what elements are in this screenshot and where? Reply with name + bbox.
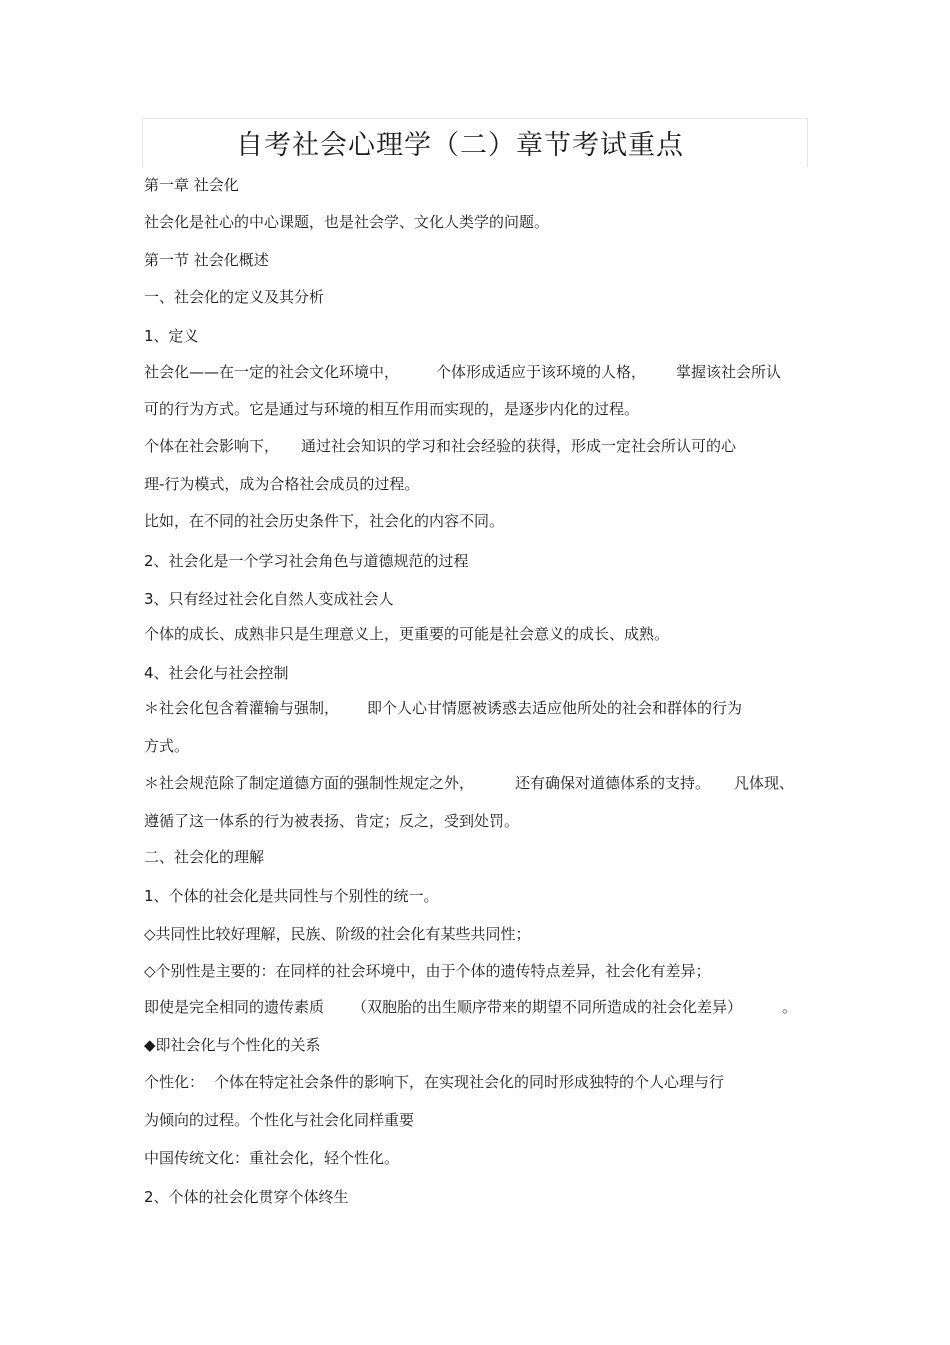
- chinese-culture-line: 中国传统文化：重社会化，轻个性化。: [144, 1149, 400, 1167]
- definition-line-1-part-b: 个体形成适应于该环境的人格，: [436, 363, 647, 381]
- individual-line-1-part-b: 通过社会知识的学习和社会经验的获得，形成一定社会所认可的心: [301, 437, 737, 455]
- item-social-control: 4、社会化与社会控制: [144, 664, 289, 682]
- individualization-line-2: 为倾向的过程。个性化与社会化同样重要: [144, 1111, 415, 1129]
- part2-heading: 二、社会化的理解: [144, 848, 265, 866]
- individualization-label: 个性化：: [144, 1073, 205, 1091]
- star-point-2-line-1: [144, 773, 794, 793]
- item-natural-to-social: 3、只有经过社会化自然人变成社会人: [144, 590, 394, 608]
- star-point-2-part-b: 还有确保对道德体系的支持。: [515, 774, 711, 792]
- individual-line-1-part-a: 个体在社会影响下，: [144, 437, 280, 455]
- commonality-point: ◇共同性比较好理解，民族、阶级的社会化有某些共同性；: [144, 925, 531, 943]
- item-definition: 1、定义: [144, 327, 199, 345]
- star-point-1-line-1: [144, 698, 742, 718]
- individuality-point: ◇个别性是主要的：在同样的社会环境中，由于个体的遗传特点差异，社会化有差异；: [144, 962, 711, 980]
- star-point-2-part-a: ＊社会规范除了制定道德方面的强制性规定之外，: [144, 774, 475, 792]
- star-point-1-part-a: ＊社会化包含着灌输与强制，: [144, 699, 340, 717]
- understanding-1: 1、个体的社会化是共同性与个别性的统一。: [144, 887, 439, 905]
- definition-line-1-part-a: 社会化——在一定的社会文化环境中，: [144, 363, 400, 381]
- chapter-intro: 社会化是社心的中心课题，也是社会学、文化人类学的问题。: [144, 213, 550, 231]
- example-line: 比如，在不同的社会历史条件下，社会化的内容不同。: [144, 512, 505, 530]
- document-title: 自考社会心理学（二）章节考试重点: [236, 130, 684, 161]
- star-point-1-part-b: 即个人心甘情愿被诱惑去适应他所处的社会和群体的行为: [367, 699, 743, 717]
- chapter-heading: 第一章 社会化: [144, 176, 239, 194]
- twins-part-b: （双胞胎的出生顺序带来的期望不同所造成的社会化差异）: [352, 998, 743, 1016]
- growth-line: 个体的成长、成熟非只是生理意义上，更重要的可能是社会意义的成长、成熟。: [144, 625, 670, 643]
- understanding-2: 2、个体的社会化贯穿个体终生: [144, 1188, 349, 1206]
- definition-line-2: 可的行为方式。它是通过与环境的相互作用而实现的，是逐步内化的过程。: [144, 400, 640, 418]
- twins-line: [144, 997, 797, 1017]
- individual-line-1: [144, 436, 736, 456]
- individualization-line-1: [144, 1072, 724, 1092]
- individualization-definition: 个体在特定社会条件的影响下，在实现社会化的同时形成独特的个人心理与行: [214, 1073, 725, 1091]
- definition-line-1-part-c: 掌握该社会所认: [676, 363, 782, 381]
- twins-part-a: 即使是完全相同的遗传素质: [144, 998, 325, 1016]
- relation-heading: ◆即社会化与个性化的关系: [144, 1036, 321, 1054]
- individual-line-2: 理-行为模式，成为合格社会成员的过程。: [144, 475, 420, 493]
- item-roles: 2、社会化是一个学习社会角色与道德规范的过程: [144, 552, 469, 570]
- definition-line-1: [144, 362, 781, 382]
- star-point-2-line-2: 遵循了这一体系的行为被表扬、肯定；反之，受到处罚。: [144, 812, 520, 830]
- star-point-1-line-2: 方式。: [144, 737, 190, 755]
- star-point-2-part-c: 凡体现、: [734, 774, 795, 792]
- section-heading: 第一节 社会化概述: [144, 251, 269, 269]
- twins-part-c: 。: [782, 998, 798, 1016]
- part1-heading: 一、社会化的定义及其分析: [144, 288, 325, 306]
